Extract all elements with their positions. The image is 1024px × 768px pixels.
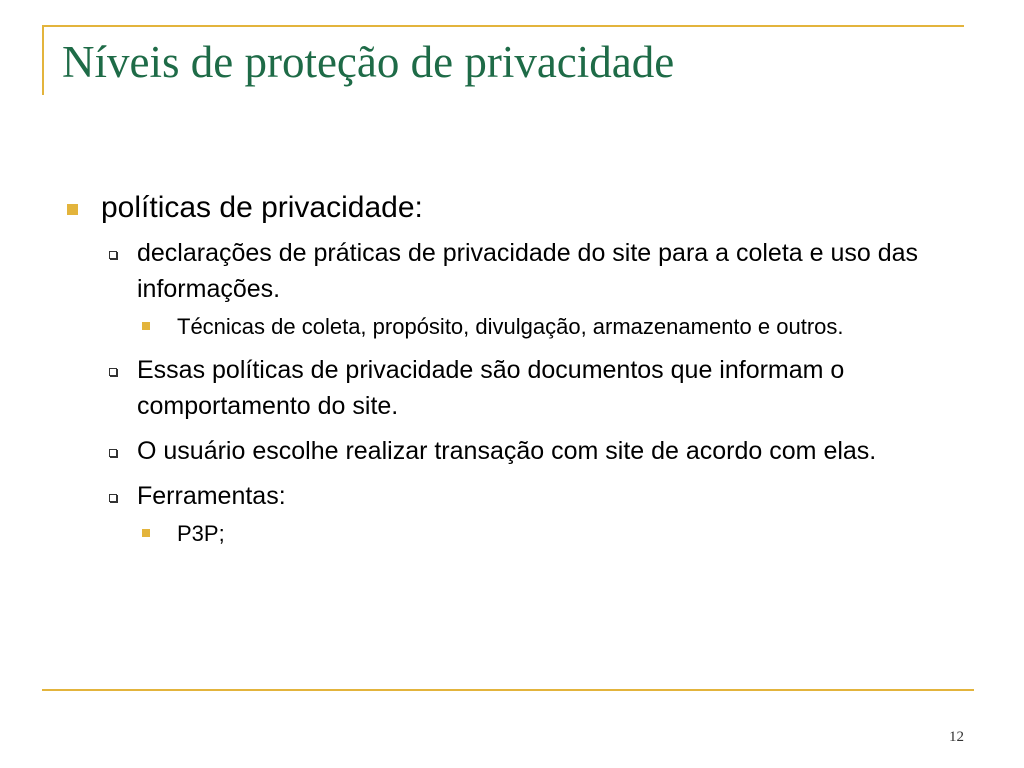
bullet-text: declarações de práticas de privacidade do site para a coleta e uso das informações. [137,239,919,303]
bullet-item-level2 [101,235,960,307]
bullet-text: políticas de privacidade: [101,191,423,224]
bullet-text: O usuário escolhe realizar transação com site de acordo com elas. [137,437,877,465]
hollow-square-icon [109,368,117,376]
bottom-border-line [42,689,974,691]
bullet-text: Ferramentas: [137,482,286,510]
bullet-list [60,190,960,550]
hollow-square-icon [109,449,117,457]
filled-square-icon [67,204,78,215]
bullet-text: Essas políticas de privacidade são documentos que informam o comportamento do site. [137,356,845,420]
filled-square-icon [142,529,150,537]
hollow-square-icon [109,251,117,259]
left-border-line [42,25,44,95]
bullet-item-level2 [101,433,960,469]
bullet-text: Técnicas de coleta, propósito, divulgação, armazenamento e outros. [177,314,844,339]
slide-title: Níveis de proteção de privacidade [62,37,675,87]
bullet-item-level2 [101,478,960,514]
bullet-item-level3 [137,517,960,550]
page-number: 12 [949,729,964,745]
bullet-text: P3P; [177,521,225,546]
top-border-line [42,25,964,27]
hollow-square-icon [109,494,117,502]
bullet-item-level2 [101,352,960,424]
bullet-item-level3 [137,310,960,343]
filled-square-icon [142,322,150,330]
bullet-item-level1 [60,190,960,226]
